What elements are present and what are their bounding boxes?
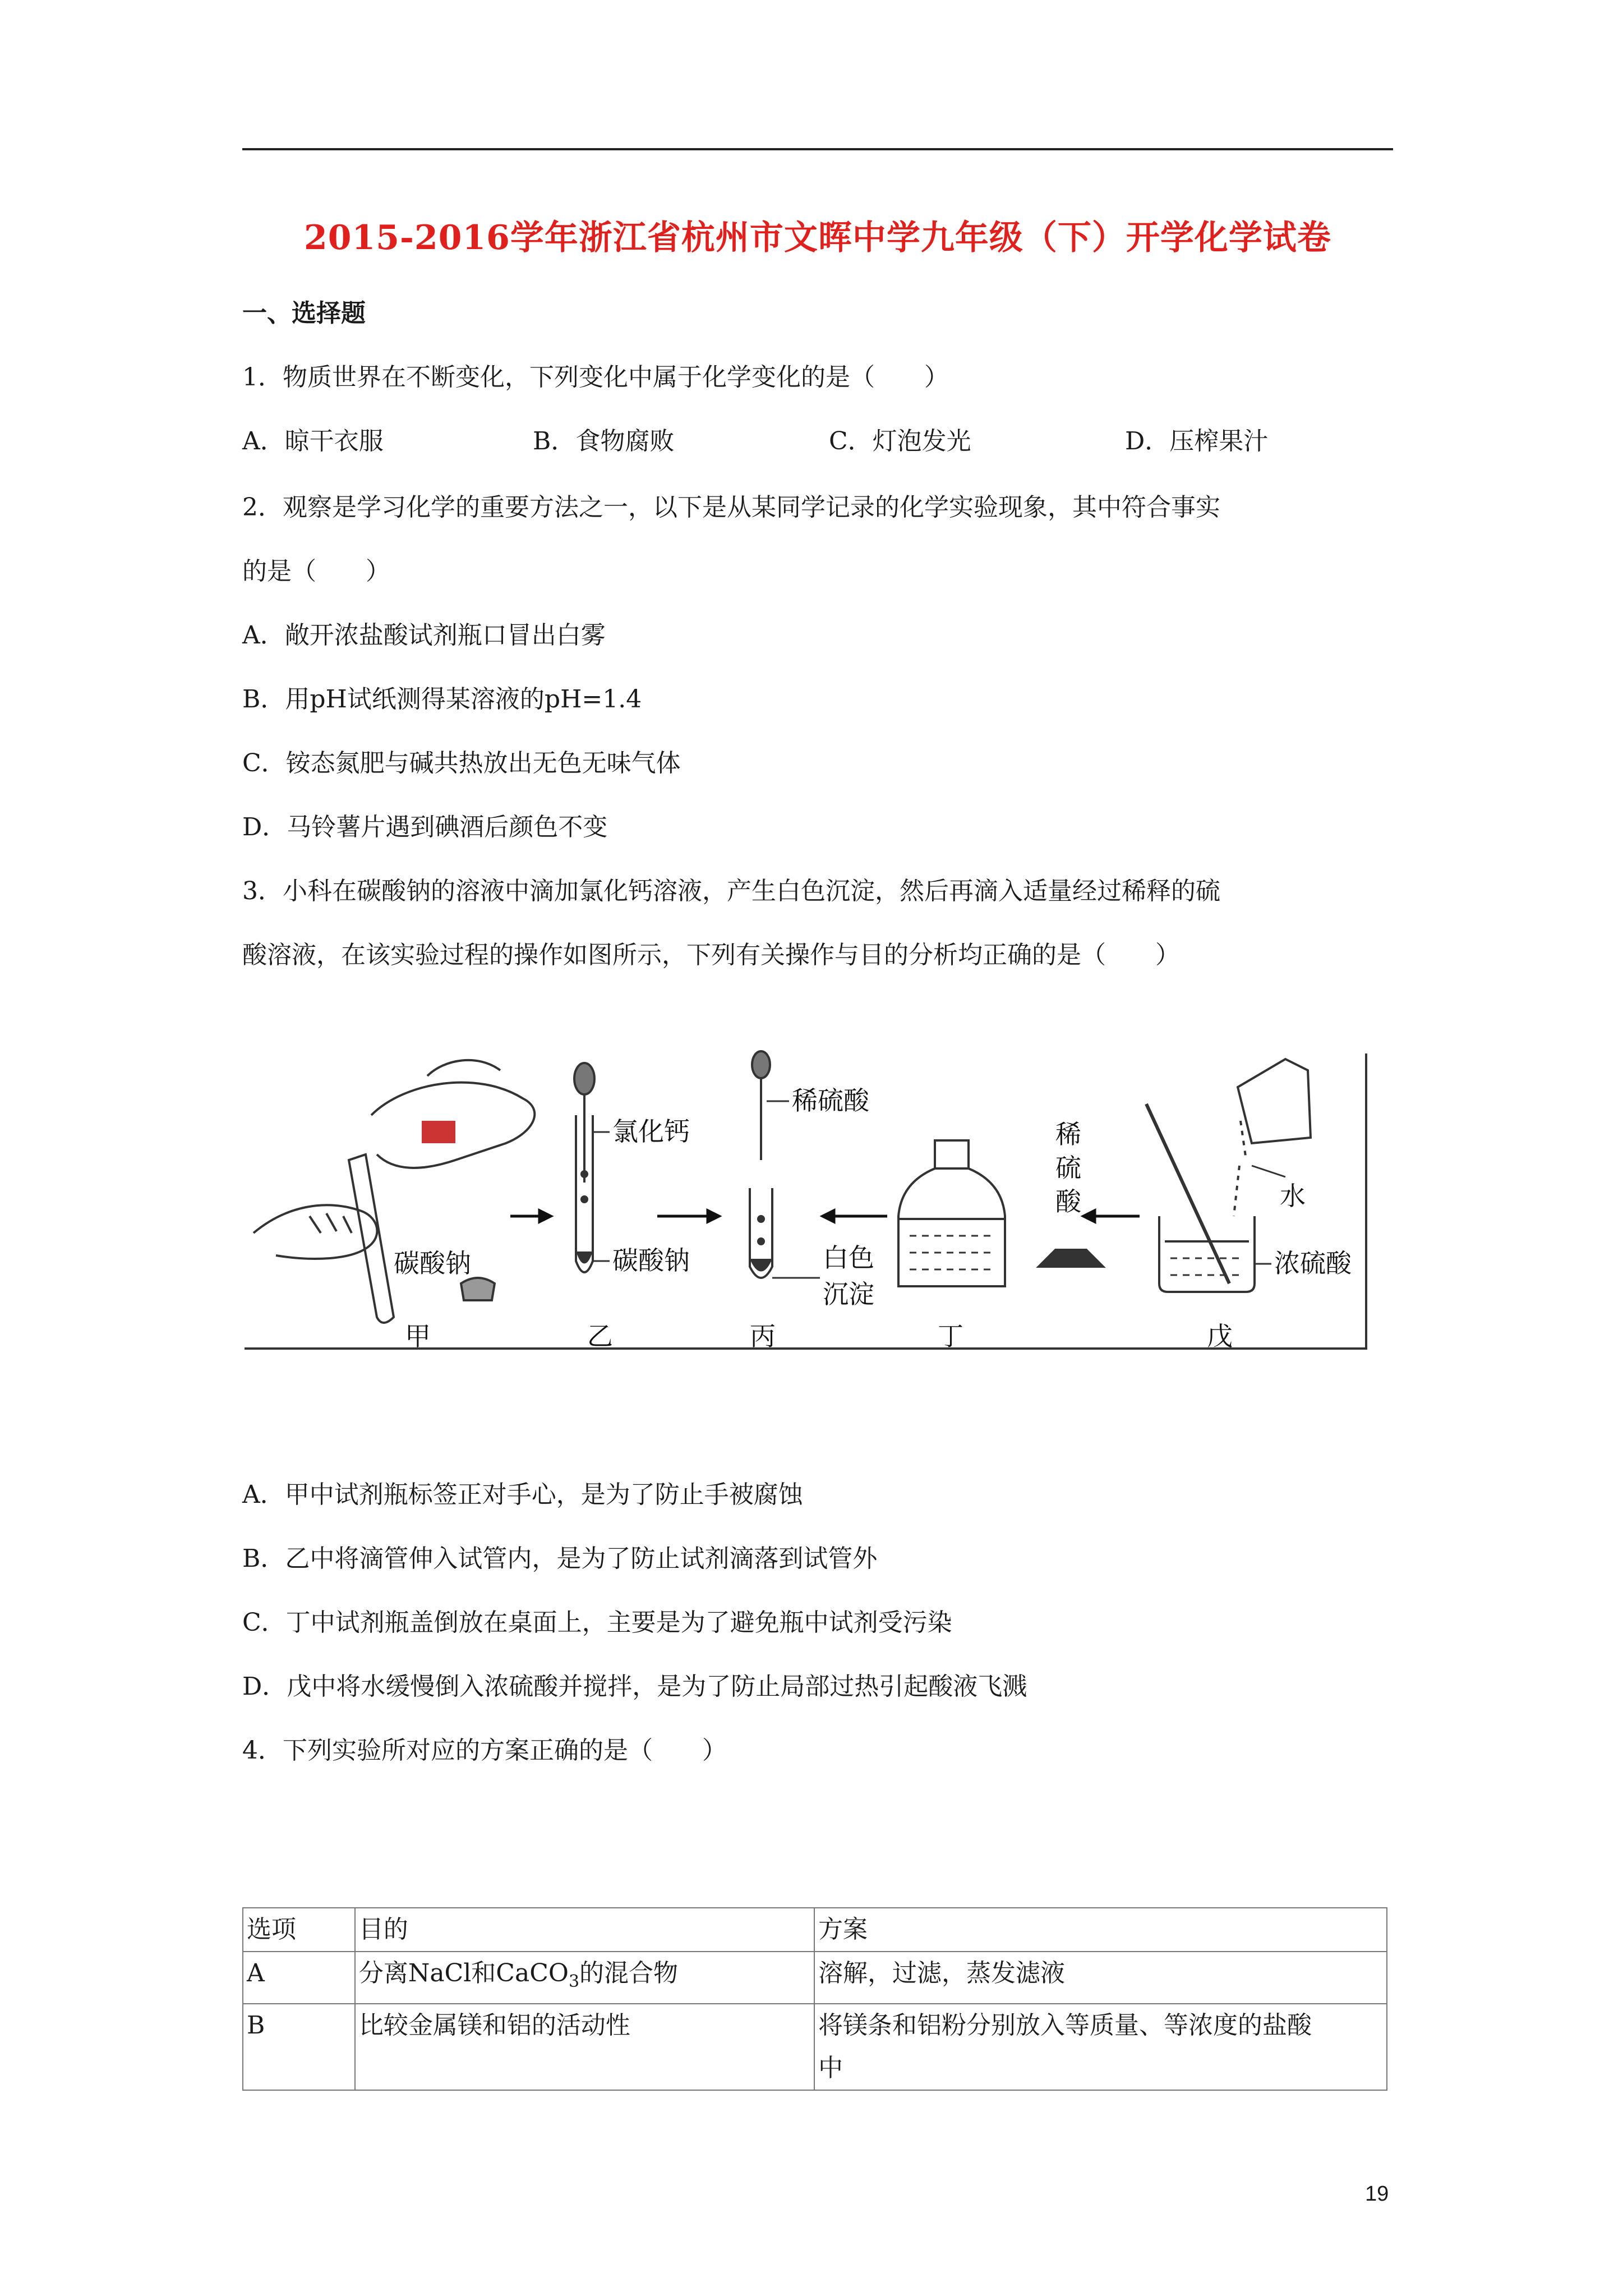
q1-stem: 1．物质世界在不断变化，下列变化中属于化学变化的是（ ） (242, 363, 949, 392)
step-name-wu: 戊 (1207, 1321, 1233, 1351)
table-row (243, 1952, 1387, 2004)
arrow-jia-yi (510, 1211, 551, 1222)
table-cell-purpose (355, 1952, 814, 2004)
q3-stem-line1: 3．小科在碳酸钠的溶液中滴加氯化钙溶液，产生白色沉淀，然后再滴入适量经过稀释的硫 (242, 877, 1220, 905)
wu-water-label: 水 (1280, 1181, 1306, 1211)
arrow-yi-bing (657, 1211, 719, 1222)
table-cell-option: A (243, 1952, 355, 2004)
bing-dilute-sulfuric-label: 稀硫酸 (792, 1085, 869, 1116)
q2-option-b: B．用pH试纸测得某溶液的pH=1.4 (242, 685, 642, 714)
page-number: 19 (1365, 2182, 1389, 2206)
q3-stem-line2: 酸溶液，在该实验过程的操作如图所示，下列有关操作与目的分析均正确的是（ ） (242, 941, 1180, 969)
yi-calcium-chloride-label: 氯化钙 (612, 1116, 690, 1147)
q2-option-c: C．铵态氮肥与碱共热放出无色无味气体 (242, 749, 681, 777)
step-yi-illustration (574, 1063, 594, 1272)
ding-reagent-label-2: 硫 (1055, 1153, 1081, 1183)
table-header-purpose: 目的 (355, 1908, 814, 1952)
q1-option-b: B．食物腐败 (533, 427, 675, 455)
q4-table (242, 1907, 1387, 2091)
wu-conc-sulfuric-label: 浓硫酸 (1274, 1248, 1352, 1278)
exam-title: 2015-2016学年浙江省杭州市文晖中学九年级（下）开学化学试卷 (304, 218, 1331, 257)
plan-line-1: 将镁条和铝粉分别放入等质量、等浓度的盐酸 (818, 2010, 1312, 2040)
step-bing-illustration (750, 1051, 772, 1278)
q1-option-c: C．灯泡发光 (829, 427, 971, 455)
step-name-jia: 甲 (405, 1321, 431, 1351)
q2-option-a: A．敞开浓盐酸试剂瓶口冒出白雾 (242, 621, 606, 650)
purpose-suffix: 的混合物 (579, 1959, 679, 1987)
table-row (243, 2004, 1387, 2090)
bing-precipitate-label-2: 沉淀 (823, 1279, 874, 1309)
plan-line-2: 中 (818, 2053, 843, 2082)
ding-reagent-label-3: 酸 (1055, 1186, 1081, 1217)
q3-option-c: C．丁中试剂瓶盖倒放在桌面上，主要是为了避免瓶中试剂受污染 (242, 1608, 952, 1637)
table-header-plan: 方案 (814, 1908, 1387, 1952)
q3-option-a: A．甲中试剂瓶标签正对手心，是为了防止手被腐蚀 (242, 1480, 803, 1509)
q3-option-d: D．戊中将水缓慢倒入浓硫酸并搅拌，是为了防止局部过热引起酸液飞溅 (242, 1672, 1027, 1701)
table-header-row (243, 1908, 1387, 1952)
table-cell-plan: 溶解，过滤，蒸发滤液 (814, 1952, 1387, 2004)
q1-option-a: A．晾干衣服 (242, 427, 384, 455)
q1-option-d: D．压榨果汁 (1125, 427, 1269, 455)
experiment-figure (242, 1048, 1370, 1362)
arrow-ding-bing (823, 1211, 887, 1222)
bing-precipitate-label-1: 白色 (823, 1243, 874, 1273)
arrow-wu-ding (1083, 1211, 1140, 1222)
jia-sodium-carbonate-label: 碳酸钠 (394, 1248, 471, 1278)
step-name-bing: 丙 (750, 1321, 776, 1351)
section-title: 一、选择题 (242, 299, 366, 328)
q4-stem: 4．下列实验所对应的方案正确的是（ ） (242, 1736, 727, 1765)
header-rule (242, 148, 1393, 150)
table-cell-option: B (243, 2004, 355, 2090)
step-name-yi: 乙 (587, 1321, 613, 1351)
q3-option-b: B．乙中将滴管伸入试管内，是为了防止试剂滴落到试管外 (242, 1544, 878, 1573)
step-name-ding: 丁 (938, 1321, 963, 1351)
ding-reagent-label-1: 稀 (1055, 1119, 1081, 1149)
table-cell-plan (814, 2004, 1387, 2090)
purpose-subscript: 3 (568, 1971, 580, 1991)
step-jia-illustration (253, 1060, 534, 1323)
table-cell-purpose: 比较金属镁和铝的活动性 (355, 2004, 814, 2090)
q2-option-d: D．马铃薯片遇到碘酒后颜色不变 (242, 813, 608, 841)
yi-sodium-carbonate-label: 碳酸钠 (612, 1245, 690, 1276)
table-header-option: 选项 (243, 1908, 355, 1952)
q2-stem-line2: 的是（ ） (242, 557, 390, 586)
q2-stem-line1: 2．观察是学习化学的重要方法之一，以下是从某同学记录的化学实验现象，其中符合事实 (242, 493, 1220, 522)
purpose-prefix: 分离NaCl和CaCO (358, 1959, 569, 1987)
